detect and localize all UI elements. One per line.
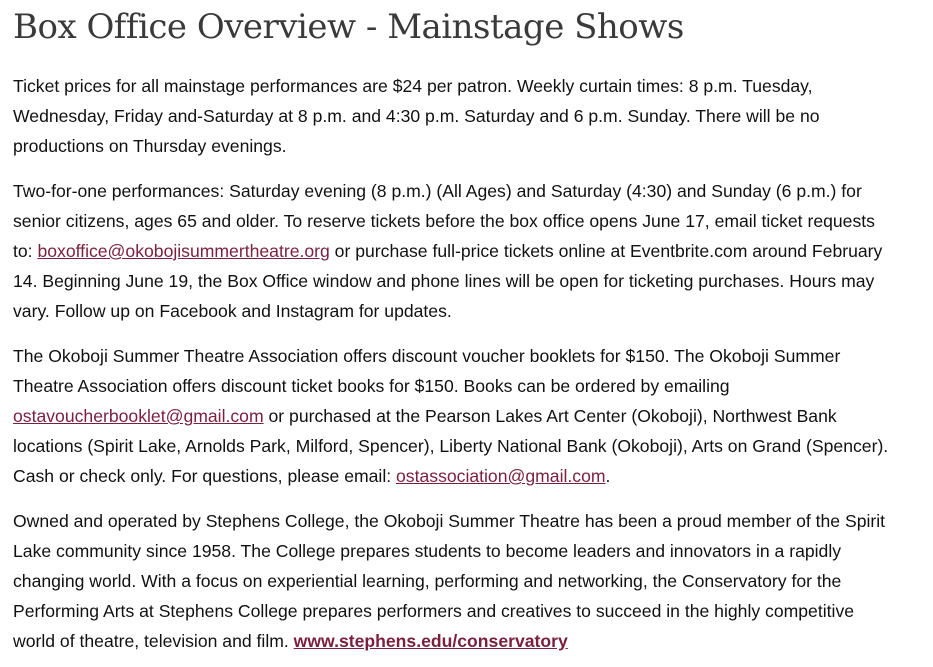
two-for-one-text-start: Two-for-one performances: Saturday evening (8 p.m.) (All Ages) and Saturday (4:30) and Sunday (6 p.m.) for senior citizens, ages 65 and older. To reserve tickets before the box office opens June 17, email ticket requests to:: [13, 181, 875, 261]
paragraph-voucher-booklets: [13, 341, 893, 491]
ticket-prices-text: Ticket prices for all mainstage performances are $24 per patron. Weekly curtain times: 8 p.m. Tuesday, Wednesday, Friday and-Saturday at 8 p.m. and 4:30 p.m. Saturday and 6 p.m. Sunday. There will be no productions on Thursday evenings.: [13, 76, 820, 156]
page-title: Box Office Overview - Mainstage Shows: [13, 7, 684, 47]
voucher-email-link[interactable]: ostavoucherbooklet@gmail.com: [13, 406, 264, 426]
voucher-text-middle: or purchased at the Pearson Lakes Art Center (Okoboji), Northwest Bank locations (Spirit Lake, Arnolds Park, Milford, Spencer), Liberty National Bank (Okoboji), Arts on Grand (Spencer). Cash or check only. For questions, please email:: [13, 406, 889, 486]
voucher-text-start: The Okoboji Summer Theatre Association offers discount voucher booklets for $150. The Okoboji Summer Theatre Association offers discount ticket books for $150. Books can be ordered by emailing: [13, 346, 841, 396]
paragraph-stephens-college: [13, 506, 893, 656]
conservatory-website-link[interactable]: www.stephens.edu/conservatory: [293, 631, 568, 651]
voucher-text-end: .: [605, 466, 611, 486]
two-for-one-text-end: or purchase full-price tickets online at Eventbrite.com around February 14. Beginning June 19, the Box Office window and phone lines will be open for ticketing purchases. Hours may vary. Follow up on Facebook and Instagram for updates.: [13, 241, 883, 321]
paragraph-two-for-one: [13, 176, 893, 326]
association-email-link[interactable]: ostassociation@gmail.com: [396, 466, 606, 486]
content-body: [13, 71, 893, 656]
stephens-college-text: Owned and operated by Stephens College, the Okoboji Summer Theatre has been a proud member of the Spirit Lake community since 1958. The College prepares students to become leaders and innovators in a rapidly changing world. With a focus on experiential learning, performing and networking, the Conservatory for the Performing Arts at Stephens College prepares performers and creatives to succeed in the highly competitive world of theatre, television and film.: [13, 511, 886, 651]
box-office-email-link[interactable]: boxoffice@okobojisummertheatre.org: [37, 241, 330, 261]
paragraph-ticket-prices: [13, 71, 893, 161]
